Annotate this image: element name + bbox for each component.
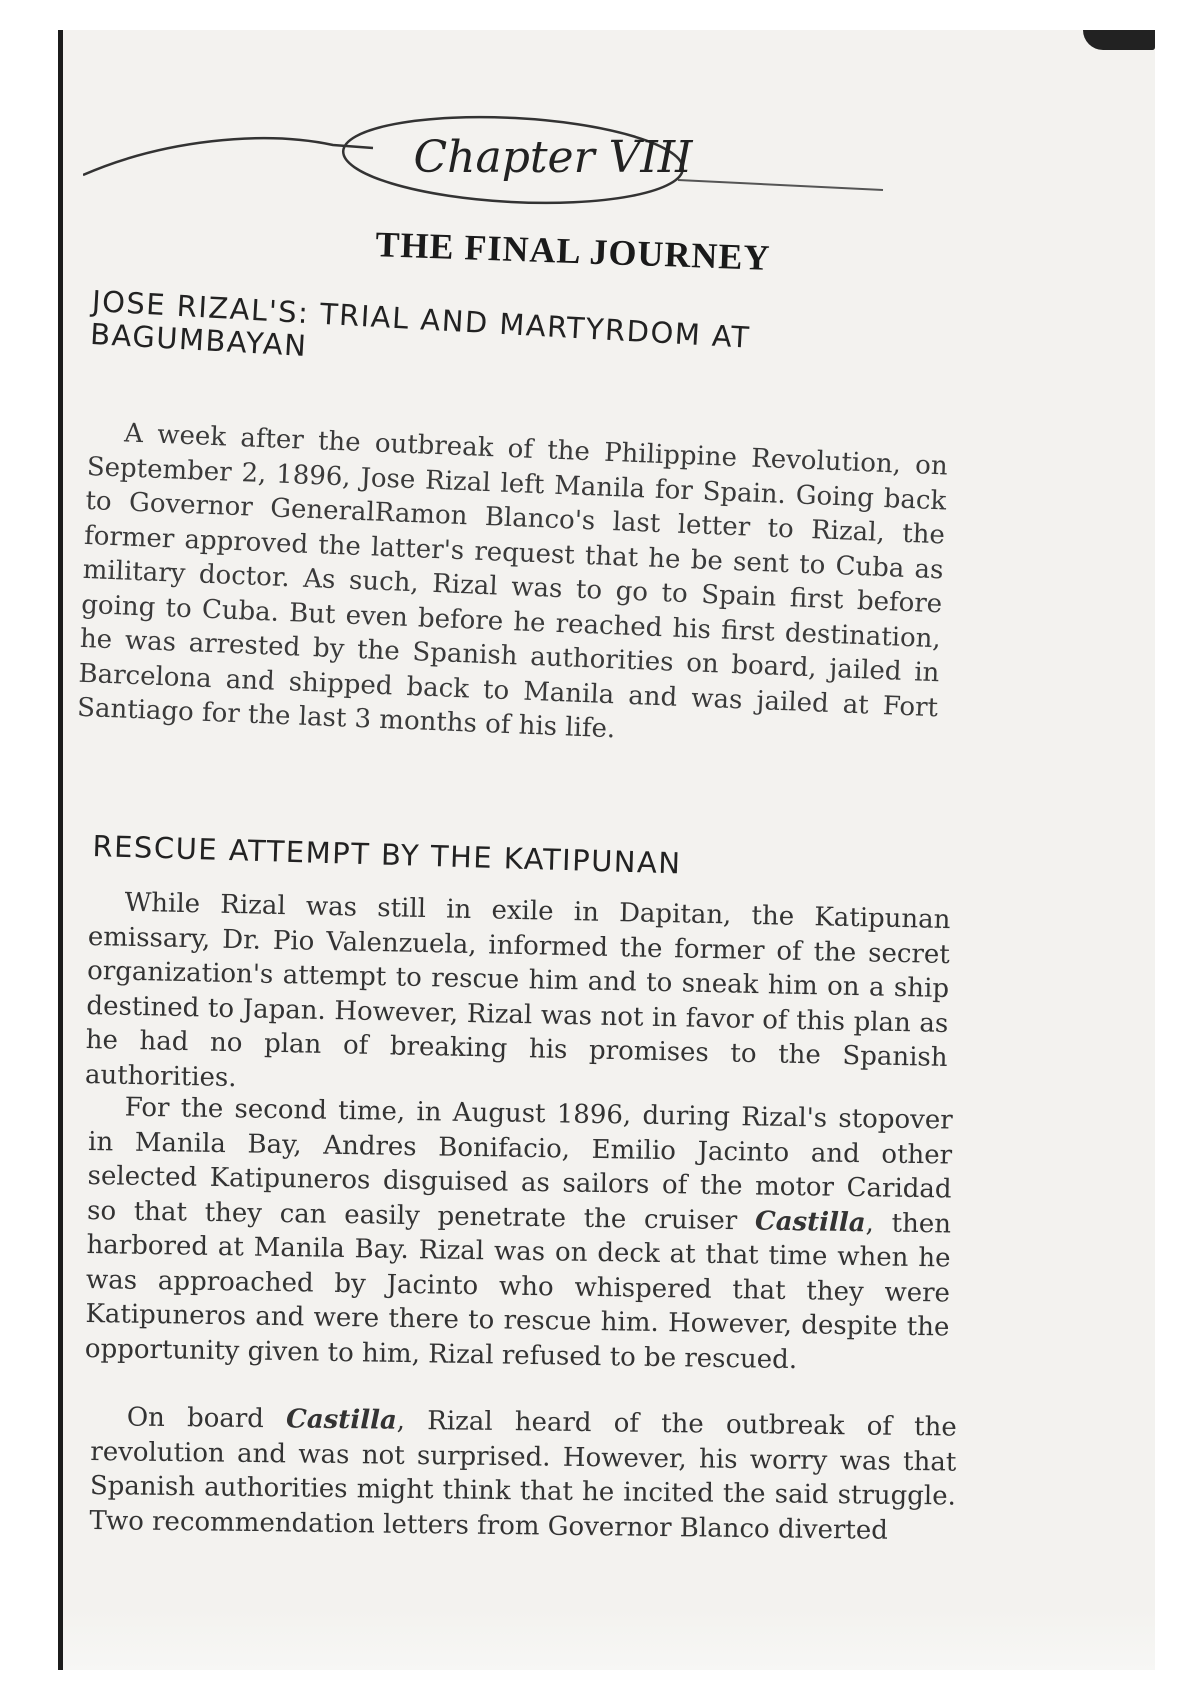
page-bottom-shade [63, 1610, 1155, 1670]
paragraph-trial: A week after the outbreak of the Philippine Revolution, on September 2, 1896, Jose Rizal left Manila for Spain. Going back to Governor GeneralRamon Blanco's last letter to Rizal, the former approved the latter's request that he be sent to Cuba as military doctor. As such, Rizal was to go to Spain first before going to Cuba. But even before he reached his first destination, he was arrested by the Spanish authorities on board, jailed in Barcelona and shipped back to Manila and was jailed at Fort Santiago for the last 3 months of his life. [76, 418, 949, 745]
paragraph-rescue-exile: While Rizal was still in exile in Dapitan, the Katipunan emissary, Dr. Pio Valenzuela, informed the former of the secret organization's attempt to rescue him and to sneak him on a ship destined to Japan. However, Rizal was not in favor of this plan as he had no plan of breaking his promises to the Spanish authorities. [84, 887, 951, 1093]
paragraph-text: On board [126, 1402, 287, 1435]
paragraph-on-board [89, 1400, 957, 1549]
paragraph-text: For the second time, in August 1896, during Rizal's stopover in Manila Bay, Andres Bonifacio, Emilio Jacinto and other selected Katipuneros disguised as sailors of the motor Caridad so that they can easily penetrate the cruiser [86, 1092, 953, 1236]
paragraph-text: , Rizal heard of the outbreak of the revolution and was not surprised. However, his worry was that Spanish authorities might think that he incited the said struggle. Two recommendation letters from Governor Blanco diverted [89, 1405, 957, 1546]
ship-name: Castilla [285, 1404, 397, 1436]
section-heading-trial: JOSE RIZAL'S: TRIAL AND MARTYRDOM AT BAGUMBAYAN [89, 284, 752, 364]
chapter-label: Chapter VIII [413, 132, 693, 183]
chapter-title: THE FINAL JOURNEY [374, 224, 772, 278]
chapter-header [83, 70, 983, 278]
paragraph-rescue-castilla [85, 1090, 953, 1380]
paragraph-text: , then harbored at Manila Bay. Rizal was on deck at that time when he was approached by Jacinto who whispered that they were Katipuneros and were there to rescue him. However, despite the opportunity given to him, Rizal refused to be rescued. [84, 1207, 952, 1375]
ship-name: Castilla [754, 1205, 866, 1238]
scanned-page [58, 30, 1155, 1670]
binding-shadow [1083, 30, 1155, 50]
section-heading-rescue: RESCUE ATTEMPT BY THE KATIPUNAN [92, 829, 683, 881]
